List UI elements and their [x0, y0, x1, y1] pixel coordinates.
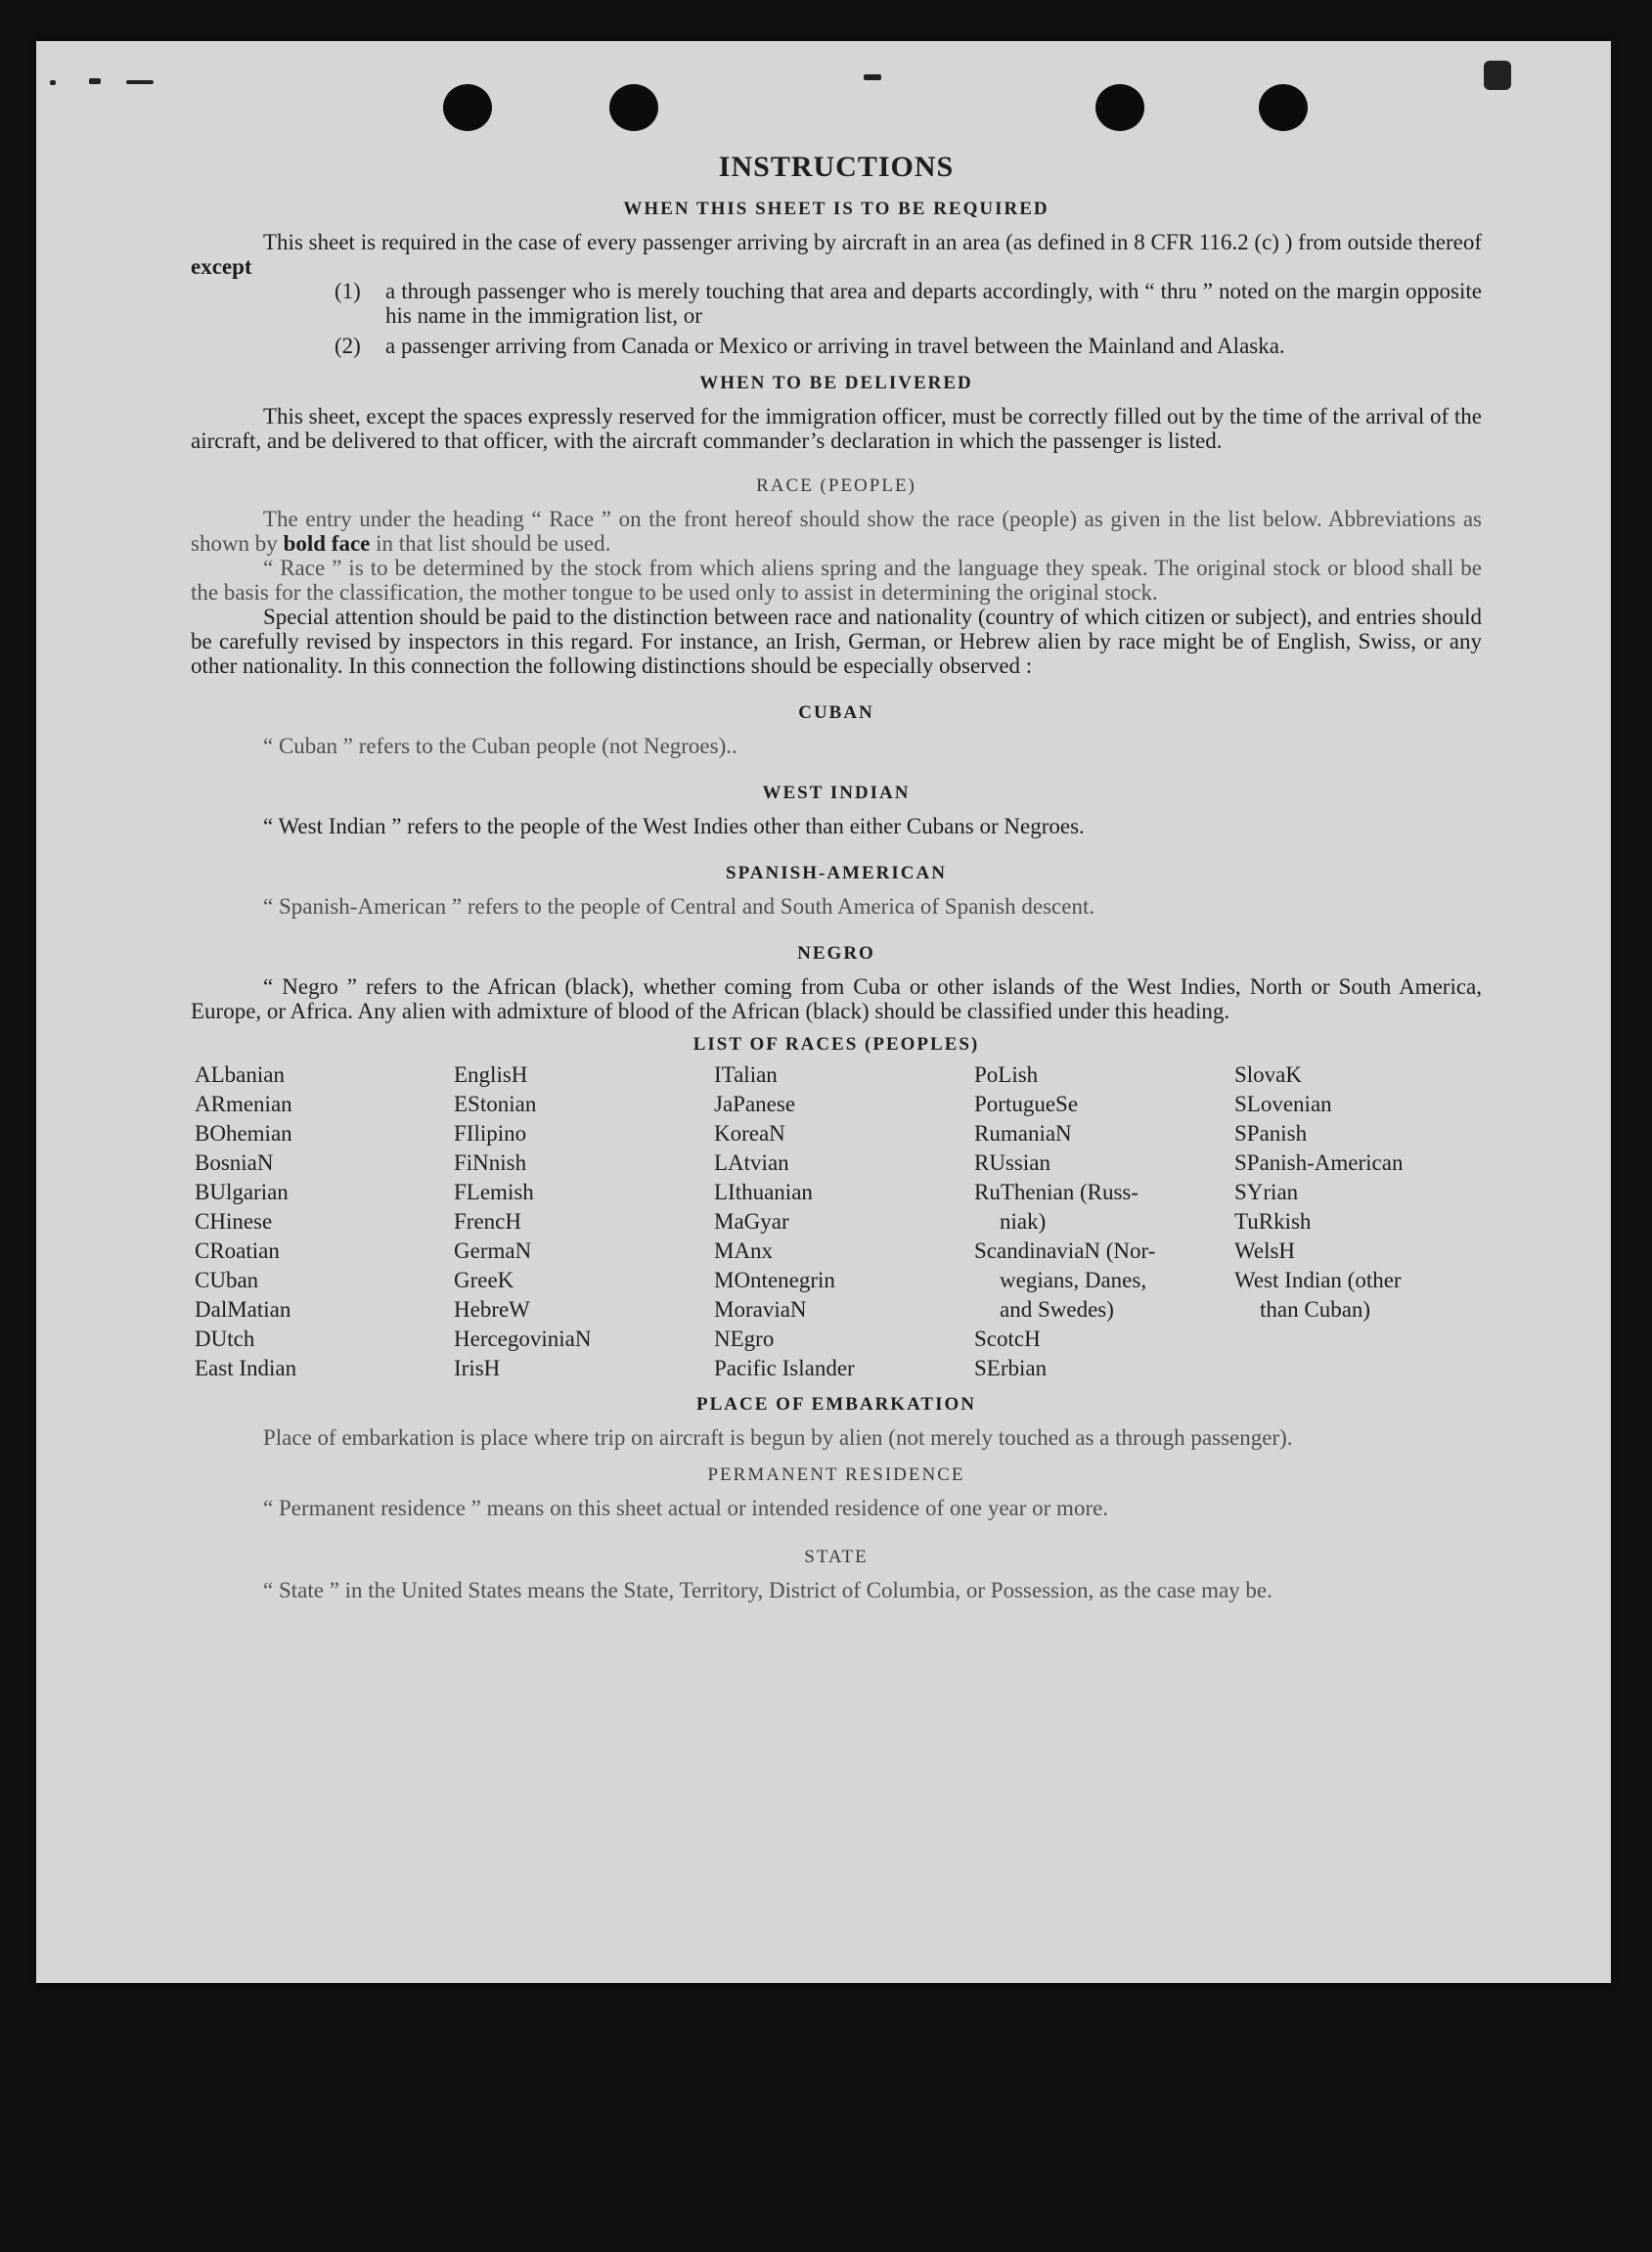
speck [864, 74, 881, 80]
paragraph-residence: “ Permanent residence ” means on this sheet actual or intended residence of one year or more. [263, 1496, 1109, 1520]
paragraph-race-2: “ Race ” is to be determined by the stock from which aliens spring and the language they speak. The original stock or blood shall be the basis for the classification, the mother tongue to be used only to assist in determining the original stock. [191, 556, 1482, 605]
list-item: than Cuban) [1260, 1297, 1371, 1322]
list-item: RumaniaN [974, 1121, 1072, 1146]
heading-state: STATE [804, 1547, 869, 1567]
heading-race: RACE (PEOPLE) [756, 475, 916, 496]
heading-cuban: CUBAN [798, 702, 874, 723]
list-item: TuRkish [1234, 1209, 1312, 1234]
heading-when-delivered: WHEN TO BE DELIVERED [699, 373, 973, 393]
list-item: DUtch [195, 1327, 255, 1351]
list-item: NEgro [714, 1327, 775, 1351]
list-item: FrencH [454, 1209, 521, 1234]
speck [50, 80, 56, 85]
race-text: The entry under the heading “ Race ” on the front hereof should show the race (people) as given in the list below. Abbreviations as shown by [191, 507, 1482, 556]
list-item: PoLish [974, 1062, 1039, 1087]
list-item [335, 279, 1482, 328]
list-item: MOntenegrin [714, 1268, 835, 1292]
page-title: INSTRUCTIONS [718, 151, 955, 183]
paragraph-when-required [191, 230, 1482, 279]
list-item: ITalian [714, 1062, 778, 1087]
list-item: DalMatian [195, 1297, 291, 1322]
paragraph-state: “ State ” in the United States means the State, Territory, District of Columbia, or Possession, as the case may be. [263, 1578, 1272, 1602]
heading-residence: PERMANENT RESIDENCE [707, 1464, 965, 1485]
races-column [974, 1060, 1234, 1383]
instructions-body [191, 151, 1482, 1602]
races-column [454, 1060, 714, 1383]
punch-hole [1259, 84, 1308, 131]
paragraph-when-delivered: This sheet, except the spaces expressly reserved for the immigration officer, must be correctly filled out by the time of the arrival of the aircraft, and be delivered to that officer, with the aircraft commander’s declaration in which the passenger is listed. [191, 404, 1482, 453]
list-item: FLemish [454, 1180, 534, 1204]
list-item: wegians, Danes, [1000, 1268, 1147, 1292]
list-item: CHinese [195, 1209, 273, 1234]
item-number: (2) [335, 334, 361, 358]
list-item: MAnx [714, 1239, 774, 1263]
list-item: IrisH [454, 1356, 501, 1380]
speck [89, 78, 101, 84]
list-item: BOhemian [195, 1121, 292, 1146]
heading-spanish-american: SPANISH-AMERICAN [726, 863, 947, 883]
list-item: West Indian (other [1234, 1268, 1402, 1292]
list-item: SErbian [974, 1356, 1048, 1380]
punch-hole [1095, 84, 1144, 131]
list-item: GreeK [454, 1268, 514, 1292]
list-item: JaPanese [714, 1092, 796, 1116]
list-item: KoreaN [714, 1121, 785, 1146]
item-text: a through passenger who is merely touching that area and departs accordingly, with “ thru ” noted on the margin opposite his name in the immigration list, or [385, 279, 1482, 328]
paragraph-cuban: “ Cuban ” refers to the Cuban people (not Negroes).. [263, 734, 737, 758]
races-column [1234, 1060, 1455, 1383]
list-item: PortugueSe [974, 1092, 1079, 1116]
heading-embarkation: PLACE OF EMBARKATION [696, 1394, 976, 1415]
list-item: CUban [195, 1268, 259, 1292]
paragraph-race-1 [191, 507, 1482, 556]
punch-hole [443, 84, 492, 131]
list-item: Pacific Islander [714, 1356, 855, 1380]
list-item: and Swedes) [1000, 1297, 1114, 1322]
list-item: RuThenian (Russ- [974, 1180, 1139, 1204]
document-sheet [36, 41, 1611, 1983]
paragraph-spanish-american: “ Spanish-American ” refers to the people of Central and South America of Spanish descent. [263, 894, 1095, 919]
list-item: LIthuanian [714, 1180, 813, 1204]
heading-list-of-races: LIST OF RACES (PEOPLES) [692, 1034, 980, 1055]
heading-when-required: WHEN THIS SHEET IS TO BE REQUIRED [623, 199, 1049, 219]
list-item: SYrian [1234, 1180, 1299, 1204]
list-item: East Indian [195, 1356, 297, 1380]
heading-negro: NEGRO [797, 943, 875, 964]
paragraph-negro: “ Negro ” refers to the African (black), whether coming from Cuba or other islands of the West Indies, North or South America, Europe, or Africa. Any alien with admixture of blood of the African (black) should be classified under this heading. [191, 974, 1482, 1023]
list-item: ScandinaviaN (Nor- [974, 1239, 1156, 1263]
list-item: ALbanian [195, 1062, 285, 1087]
paragraph-embarkation: Place of embarkation is place where trip on aircraft is begun by alien (not merely touched as a through passenger). [263, 1425, 1293, 1450]
list-item: BUlgarian [195, 1180, 289, 1204]
item-number: (1) [335, 279, 361, 303]
list-item: EStonian [454, 1092, 537, 1116]
bold-face-label: bold face [283, 531, 371, 556]
list-item: LAtvian [714, 1150, 789, 1175]
list-item: WelsH [1234, 1239, 1296, 1263]
list-item: MaGyar [714, 1209, 789, 1234]
list-item: BosniaN [195, 1150, 274, 1175]
races-column [195, 1060, 454, 1383]
races-column [714, 1060, 974, 1383]
intro-bold: except [191, 254, 252, 279]
list-item: SlovaK [1234, 1062, 1302, 1087]
heading-west-indian: WEST INDIAN [762, 783, 911, 803]
list-item: RUssian [974, 1150, 1050, 1175]
item-text: a passenger arriving from Canada or Mexico or arriving in travel between the Mainland and Alaska. [385, 334, 1285, 358]
list-item: EnglisH [454, 1062, 528, 1087]
list-item [335, 334, 1482, 358]
list-item: MoraviaN [714, 1297, 807, 1322]
paragraph-race-3: Special attention should be paid to the distinction between race and nationality (country of which citizen or subject), and entries should be carefully revised by inspectors in this regard. For instance, an Irish, German, or Hebrew alien by race might be of English, Swiss, or any other nationality. In this connection the following distinctions should be especially observed : [191, 605, 1482, 678]
intro-text: This sheet is required in the case of every passenger arriving by aircraft in an area (as defined in 8 CFR 116.2 (c) ) from outside thereof [263, 230, 1482, 254]
race-text: in that list should be used. [376, 531, 611, 556]
speck [126, 80, 154, 84]
list-item: HercegoviniaN [454, 1327, 592, 1351]
list-item: HebreW [454, 1297, 530, 1322]
list-item: ARmenian [195, 1092, 292, 1116]
speck [1484, 61, 1511, 90]
races-list [195, 1060, 1482, 1383]
punch-hole [609, 84, 658, 131]
list-item: ScotcH [974, 1327, 1041, 1351]
paragraph-west-indian: “ West Indian ” refers to the people of the West Indies other than either Cubans or Negroes. [263, 814, 1085, 838]
list-item: niak) [1000, 1209, 1047, 1234]
list-item: CRoatian [195, 1239, 280, 1263]
list-item: SLovenian [1234, 1092, 1332, 1116]
list-item: FiNnish [454, 1150, 527, 1175]
list-item: SPanish-American [1234, 1150, 1404, 1175]
list-item: FIlipino [454, 1121, 527, 1146]
list-item: GermaN [454, 1239, 532, 1263]
list-item: SPanish [1234, 1121, 1308, 1146]
